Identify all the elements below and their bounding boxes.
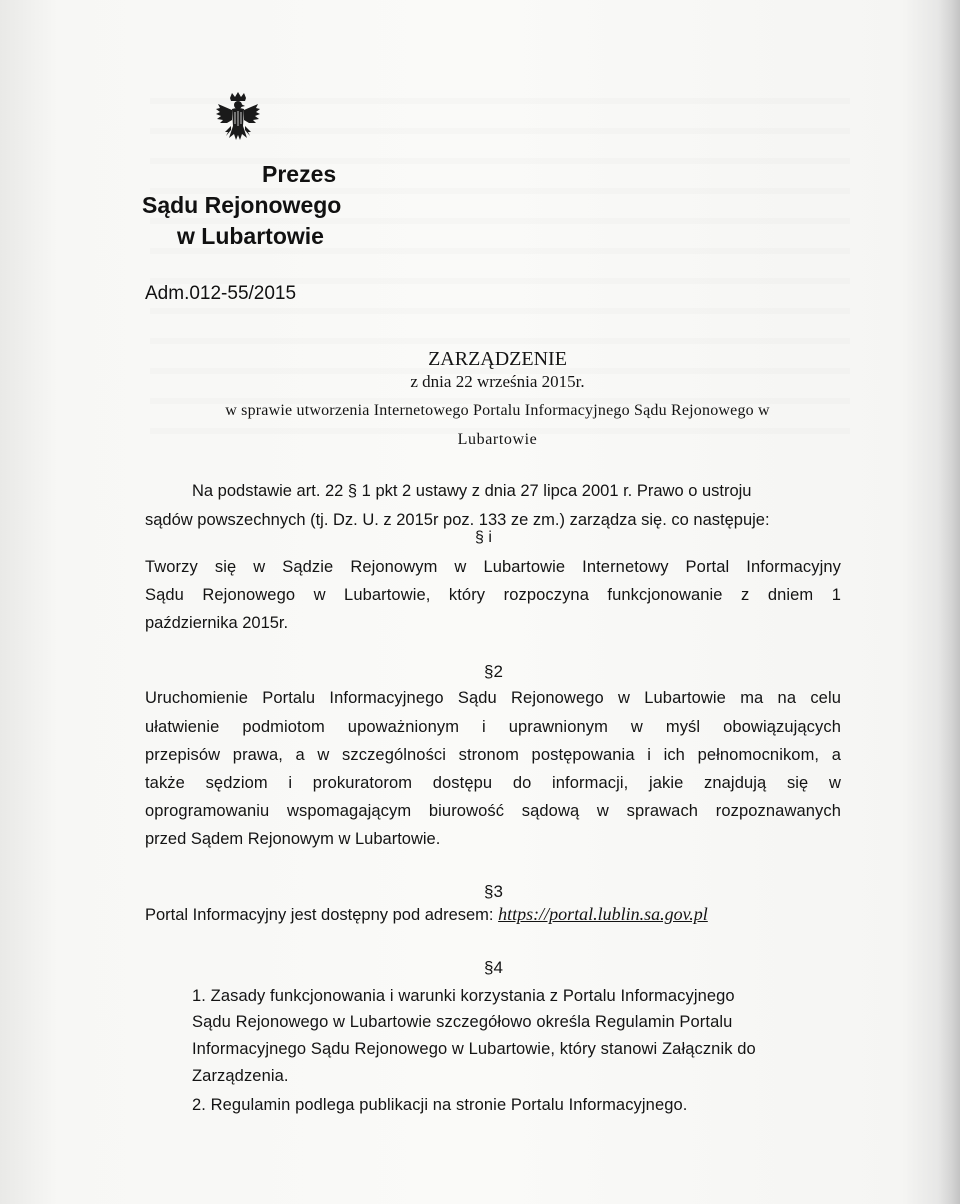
- section4-item1-line: Sądu Rejonowego w Lubartowie szczegółowo określa Regulamin Portalu: [192, 1013, 733, 1031]
- order-title: ZARZĄDZENIE: [428, 348, 567, 370]
- basis-line1: Na podstawie art. 22 § 1 pkt 2 ustawy z dnia 27 lipca 2001 r. Prawo o ustroju: [192, 482, 752, 500]
- section2-line: Uruchomienie Portalu Informacyjnego Sądu Rejonowego w Lubartowie ma na celu: [145, 689, 841, 707]
- section1-line1: Tworzy się w Sądzie Rejonowym w Lubartowie Internetowy Portal Informacyjny: [145, 558, 841, 576]
- issuer-title-line3: w Lubartowie: [177, 223, 324, 249]
- issuer-title-line1: Prezes: [262, 161, 337, 187]
- section4-item1-line: 1. Zasady funkcjonowania i warunki korzystania z Portalu Informacyjnego: [192, 987, 735, 1005]
- portal-url-link[interactable]: https://portal.lublin.sa.gov.pl: [498, 904, 708, 924]
- section4-item1-line: Zarządzenia.: [192, 1067, 289, 1085]
- page-edge-shadow: [938, 0, 960, 1204]
- section4-sign: §4: [484, 958, 503, 977]
- reference-number: Adm.012-55/2015: [145, 283, 297, 304]
- section2-line: ułatwienie podmiotom upoważnionym i uprawnionym w myśl obowiązujących: [145, 718, 841, 736]
- section1-line2: Sądu Rejonowego w Lubartowie, który rozpoczyna funkcjonowanie z dniem 1: [145, 586, 841, 604]
- section2-line: także sędziom i prokuratorom dostępu do informacji, jakie znajdują się w: [145, 774, 841, 792]
- order-subject-line1: w sprawie utworzenia Internetowego Portalu Informacyjnego Sądu Rejonowego w: [225, 402, 770, 419]
- section2-sign: §2: [484, 662, 503, 681]
- order-date: z dnia 22 września 2015r.: [410, 372, 585, 391]
- issuer-title-line2: Sądu Rejonowego: [142, 192, 342, 218]
- polish-eagle-emblem-icon: [214, 92, 262, 154]
- section2-line: przepisów prawa, a w szczególności stronom postępowania i ich pełnomocnikom, a: [145, 746, 841, 764]
- section2-line: przed Sądem Rejonowym w Lubartowie.: [145, 830, 441, 848]
- section4-item1-line: Informacyjnego Sądu Rejonowego w Lubartowie, który stanowi Załącznik do: [192, 1040, 756, 1058]
- order-subject-line2: Lubartowie: [457, 431, 538, 448]
- section3-text: [145, 904, 708, 925]
- section1-sign: § i: [475, 529, 492, 546]
- section3-label: Portal Informacyjny jest dostępny pod adresem:: [145, 906, 494, 924]
- basis-line2: sądów powszechnych (tj. Dz. U. z 2015r poz. 133 ze zm.) zarządza się. co następuje:: [145, 511, 770, 529]
- section3-sign: §3: [484, 882, 503, 901]
- section1-line3: października 2015r.: [145, 614, 289, 632]
- section2-line: oprogramowaniu wspomagającym biurowość sądową w sprawach rozpoznawanych: [145, 802, 841, 820]
- section4-item2: 2. Regulamin podlega publikacji na stronie Portalu Informacyjnego.: [192, 1096, 688, 1114]
